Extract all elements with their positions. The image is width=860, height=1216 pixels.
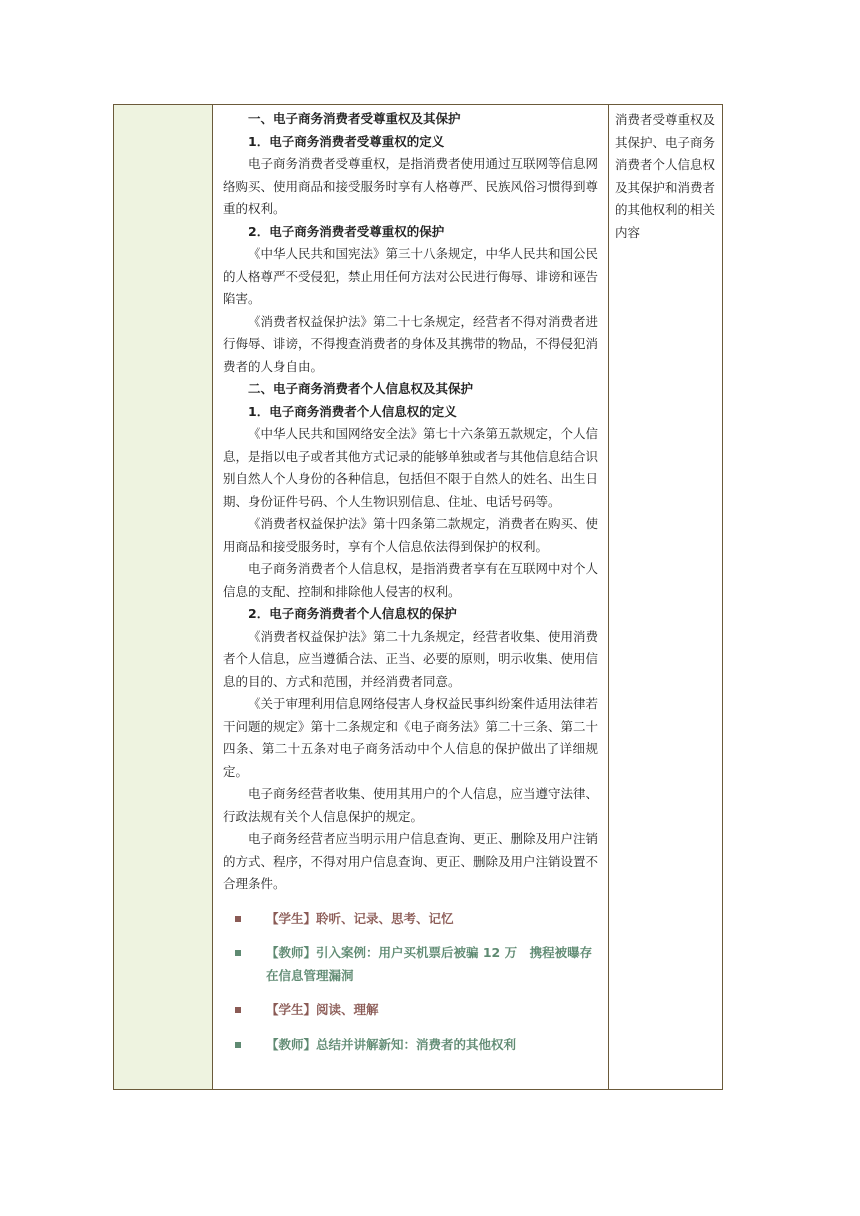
bullet-student-1: 【学生】聆听、记录、思考、记忆	[235, 908, 598, 931]
section-heading-2: 二、电子商务消费者个人信息权及其保护	[248, 381, 474, 396]
subheading-2-2: 2．电子商务消费者个人信息权的保护	[248, 606, 457, 621]
paragraph: 《中华人民共和国网络安全法》第七十六条第五款规定，个人信息，是指以电子或者其他方式记录的能够单独或者与其他信息结合识别自然人个人身份的各种信息，包括但不限于自然人的姓名、出生日期、身份证件号码、个人生物识别信息、住址、电话号码等。	[223, 426, 599, 509]
square-bullet-icon	[235, 1007, 241, 1013]
paragraph: 《消费者权益保护法》第十四条第二款规定，消费者在购买、使用商品和接受服务时，享有个人信息依法得到保护的权利。	[223, 516, 599, 554]
paragraph: 《关于审理利用信息网络侵害人身权益民事纠纷案件适用法律若干问题的规定》第十二条规定和《电子商务法》第二十三条、第二十四条、第二十五条对电子商务活动中个人信息的保护做出了详细规定。	[223, 696, 599, 779]
square-bullet-icon	[235, 1042, 241, 1048]
subheading-2-1: 1．电子商务消费者个人信息权的定义	[248, 403, 457, 419]
lesson-table	[113, 104, 723, 1090]
paragraph: 电子商务经营者收集、使用其用户的个人信息，应当遵守法律、行政法规有关个人信息保护的规定。	[223, 786, 599, 824]
paragraph: 电子商务消费者受尊重权，是指消费者使用通过互联网等信息网络购买、使用商品和接受服务时享有人格尊严、民族风俗习惯得到尊重的权利。	[223, 156, 599, 216]
paragraph: 电子商务经营者应当明示用户信息查询、更正、删除及用户注销的方式、程序，不得对用户信息查询、更正、删除及用户注销设置不合理条件。	[223, 831, 599, 891]
section-heading-1: 一、电子商务消费者受尊重权及其保护	[248, 111, 461, 126]
bullet-teacher-1: 【教师】引入案例：用户买机票后被骗 12 万 携程被曝存在信息管理漏洞	[235, 942, 598, 987]
table-note-cell	[609, 105, 722, 1089]
bullet-student-2: 【学生】阅读、理解	[235, 999, 598, 1022]
note-text: 消费者受尊重权及其保护、电子商务消费者个人信息权及其保护和消费者的其他权利的相关内容	[615, 112, 716, 240]
square-bullet-icon	[235, 950, 241, 956]
table-content-cell	[213, 105, 609, 1089]
paragraph: 《消费者权益保护法》第二十七条规定，经营者不得对消费者进行侮辱、诽谤，不得搜查消费者的身体及其携带的物品，不得侵犯消费者的人身自由。	[223, 313, 599, 374]
subheading-1-1: 1．电子商务消费者受尊重权的定义	[248, 133, 445, 149]
square-bullet-icon	[235, 916, 241, 922]
paragraph: 电子商务消费者个人信息权，是指消费者享有在互联网中对个人信息的支配、控制和排除他人侵害的权利。	[223, 561, 599, 599]
table-left-cell	[114, 105, 213, 1089]
subheading-1-2: 2．电子商务消费者受尊重权的保护	[248, 223, 445, 239]
bullet-teacher-2: 【教师】总结并讲解新知：消费者的其他权利	[235, 1034, 598, 1057]
paragraph: 《中华人民共和国宪法》第三十八条规定，中华人民共和国公民的人格尊严不受侵犯，禁止用任何方法对公民进行侮辱、诽谤和诬告陷害。	[223, 246, 599, 306]
paragraph: 《消费者权益保护法》第二十九条规定，经营者收集、使用消费者个人信息，应当遵循合法、正当、必要的原则，明示收集、使用信息的目的、方式和范围，并经消费者同意。	[223, 628, 599, 689]
